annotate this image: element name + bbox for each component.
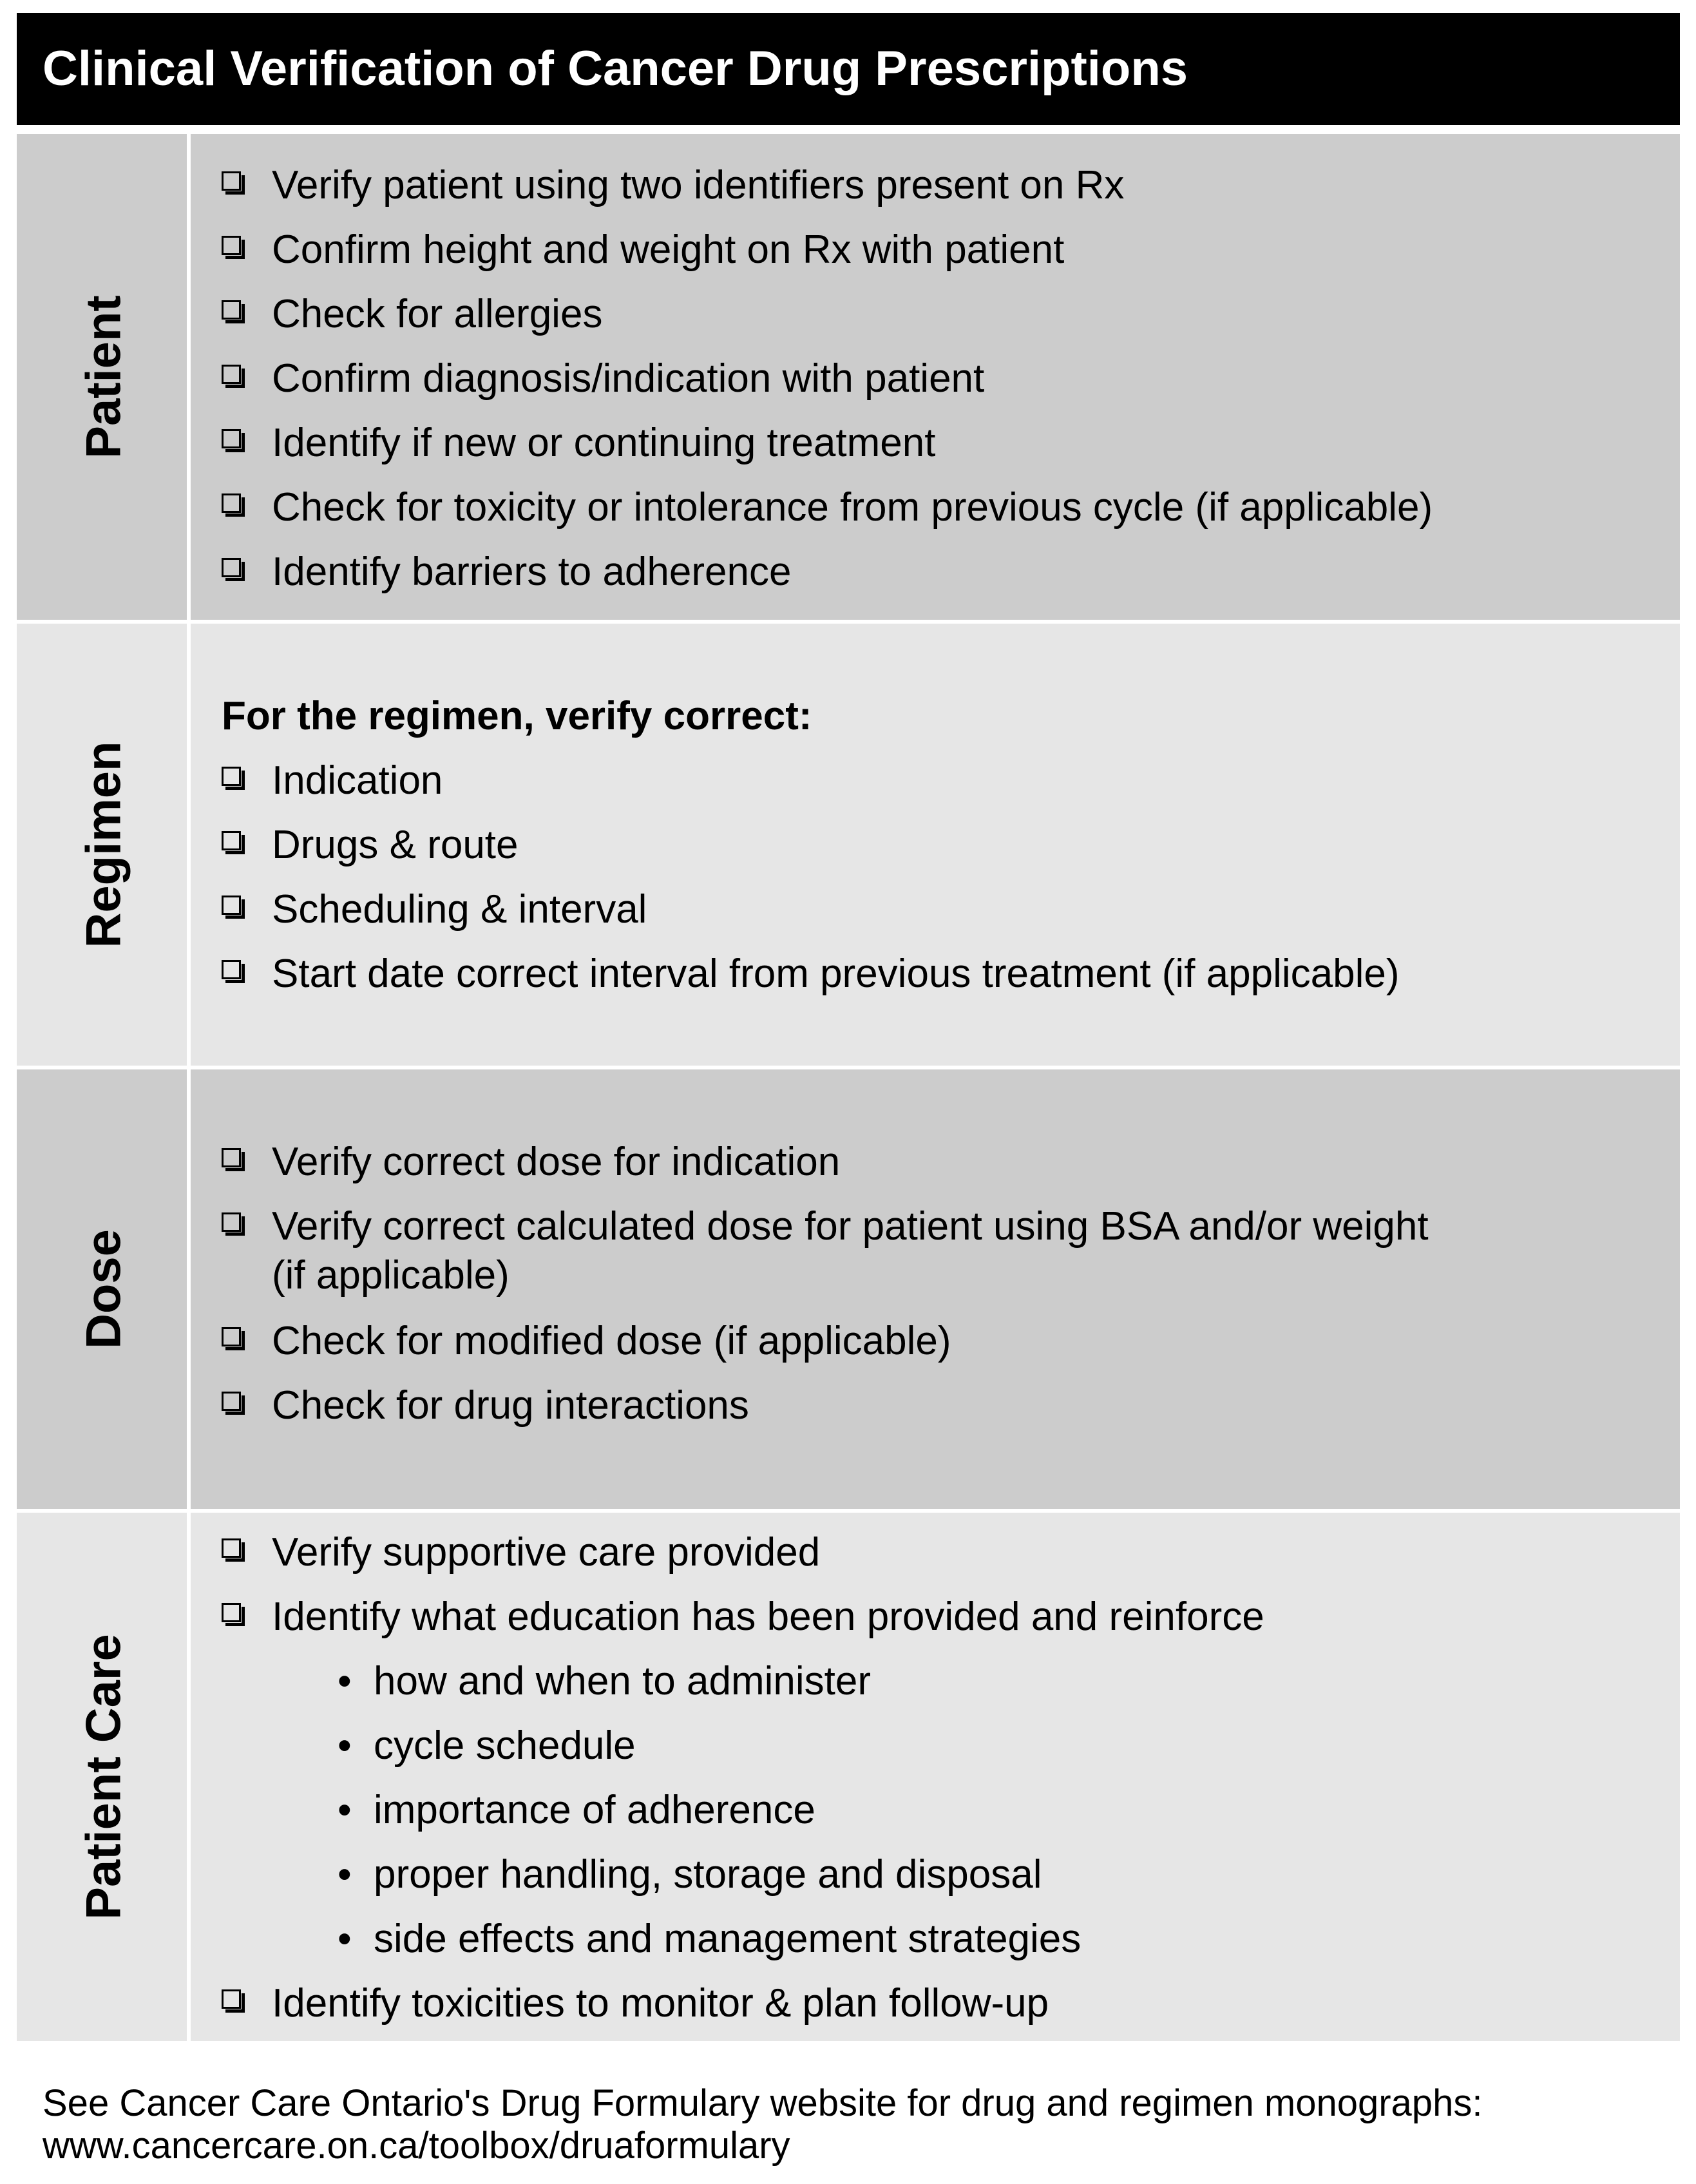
checkbox-icon[interactable] [222,1538,246,1563]
bullet-icon: • [338,1852,352,1897]
checkbox-icon[interactable] [222,429,246,454]
checkbox-icon[interactable] [222,1989,246,2014]
checkbox-icon[interactable] [222,493,246,518]
checkbox-icon[interactable] [222,236,246,260]
bullet-icon: • [338,1723,352,1768]
bullet-icon: • [338,1788,352,1832]
section-label-cell [17,624,191,1066]
checkbox-icon[interactable] [222,960,246,984]
checkbox-icon[interactable] [222,767,246,791]
checkbox-icon[interactable] [222,300,246,325]
checkbox-icon[interactable] [222,1327,246,1352]
checkbox-icon[interactable] [222,1212,246,1237]
checkbox-icon[interactable] [222,171,246,196]
bullet-icon: • [338,1659,352,1703]
checkbox-icon[interactable] [222,831,246,856]
footer-note [43,2082,1482,2167]
checklist-table [17,134,1680,2041]
bullet-icon: • [338,1917,352,1961]
section-label-patient: Patient [76,295,131,459]
section-dose: Dose Verify correct dose for indication Verify correct calculated dose for patient using BSA and/or weight (if applicable) Check for modified dose (if applicable) Check for drug interactions [17,1069,1680,1509]
footer-line: See Cancer Care Ontario's Drug Formulary website for drug and regimen monographs: [43,2082,1483,2124]
section-label-cell [17,1513,191,2041]
section-label-cell [17,134,191,620]
page-title: Clinical Verification of Cancer Drug Prescriptions [43,41,1188,96]
checkbox-icon[interactable] [222,558,246,582]
section-patient: Patient Verify patient using two identifiers present on Rx Confirm height and weight on Rx with patient Check for allergies Confirm diagnosis/indication with patient Identify if new or continuing treatment Check for toxicity or intolerance from previous cycle (if applicable) Identify barriers to adherence [17,134,1680,620]
checkbox-icon[interactable] [222,1603,246,1627]
section-regimen: Regimen For the regimen, verify correct: Indication Drugs & route Scheduling & interval Start date correct interval from previous treatment (if applicable) [17,624,1680,1066]
checkbox-icon[interactable] [222,896,246,920]
section-label-patient-care: Patient Care [76,1634,131,1920]
section-patient-care: Patient Care Verify supportive care provided Identify what education has been provided and reinforce • how and when to administer • cycle schedule • importance of adherence • proper handling, storage and disposal • side effects and management strategies Identify toxicities to monitor & plan follow-up [17,1513,1680,2041]
checkbox-icon[interactable] [222,1148,246,1173]
section-label-dose: Dose [76,1229,131,1349]
checkbox-icon[interactable] [222,1392,246,1416]
section-label-regimen: Regimen [76,741,131,948]
header-bar [17,13,1680,125]
section-label-cell [17,1069,191,1509]
footer-link[interactable]: www.cancercare.on.ca/toolbox/druaformulary [43,2125,790,2167]
checkbox-icon[interactable] [222,365,246,389]
